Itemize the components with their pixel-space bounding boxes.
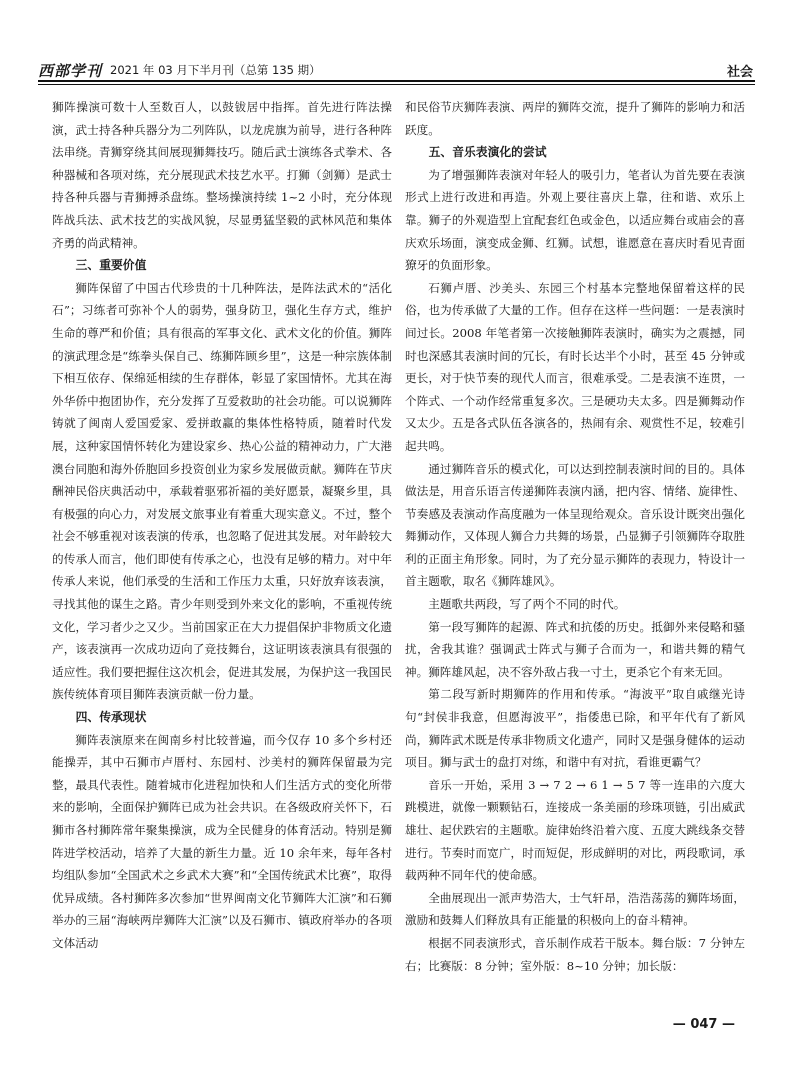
body-paragraph: 为了增强狮阵表演对年轻人的吸引力，笔者认为首先要在表演形式上进行改进和再造。外观上要往喜庆上靠，往和谐、欢乐上靠。狮子的外观造型上宜配套红色或金色，以适应舞台或庙会的喜庆欢乐场面，演变成金狮、红狮。试想，谁愿意在喜庆时看见青面獠牙的负面形象。	[405, 167, 745, 273]
section-label: 社会	[726, 65, 753, 80]
body-paragraph: 和民俗节庆狮阵表演、两岸的狮阵交流，提升了狮阵的影响力和活跃度。	[405, 100, 745, 137]
section-heading: 三、重要价值	[75, 258, 147, 273]
body-paragraph: 第一段写狮阵的起源、阵式和抗倭的历史。抵御外来侵略和骚扰，舍我其谁？强调武士阵式与狮子合而为一，和谐共舞的精气神。狮阵雄风起，决不容外敌占我一寸土，更杀它个有来无回。	[405, 619, 745, 679]
journal-masthead: 西部学刊	[38, 62, 103, 80]
body-paragraph: 通过狮阵音乐的模式化，可以达到控制表演时间的目的。具体做法是，用音乐语言传递狮阵表演内涵，把内容、情绪、旋律性、节奏感及表演动作高度融为一体呈现给观众。音乐设计既突出强化舞狮动作，又体现人狮合力共舞的场景，凸显狮子引领狮阵夺取胜利的正面主角形象。同时，为了充分显示狮阵的表现力，特设计一首主题歌，取名《狮阵雄风》。	[405, 461, 745, 589]
body-paragraph: 石狮卢厝、沙美头、东园三个村基本完整地保留着这样的民俗，也为传承做了大量的工作。但存在这样一些问题：一是表演时间过长。2008 年笔者第一次接触狮阵表演时，确实为之震撼，同时也深感其表演时间的冗长，有时长达半个小时，甚至 45 分钟或更长，对于快节奏的现代人而言，很难承受。二是表演不连贯，一个阵式、一个动作经常重复多次。三是硬功夫太多。四是狮舞动作又太少。五是各式队伍各演各的，热闹有余、观赏性不足，较难引起共鸣。	[405, 280, 745, 453]
right-column	[405, 96, 745, 1031]
header-rule-thick	[38, 80, 755, 82]
body-paragraph: 狮阵表演原来在闽南乡村比较普遍，而今仅存 10 多个乡村还能操弄，其中石狮市卢厝村、东园村、沙美村的狮阵保留最为完整，最具代表性。随着城市化进程加快和人们生活方式的变化所带来的影响，全面保护狮阵已成为社会共识。在各级政府关怀下，石狮市各村狮阵常年聚集操演，成为全民健身的体育活动。特别是狮阵进学校活动，培养了大量的新生力量。近 10 余年来，每年各村均组队参加“全国武术之乡武术大赛”和“全国传统武术比赛”，取得优异成绩。各村狮阵多次参加“世界闽南文化节狮阵大汇演”和石狮举办的三届“海峡两岸狮阵大汇演”以及石狮市、镇政府举办的各项文体活动	[52, 732, 392, 950]
body-paragraph: 全曲展现出一派声势浩大，士气轩昂，浩浩荡荡的狮阵场面，激励和鼓舞人们释放具有正能量的积极向上的奋斗精神。	[405, 890, 745, 928]
section-heading: 四、传承现状	[75, 710, 147, 725]
body-paragraph: 狮阵保留了中国古代珍贵的十几种阵法，是阵法武术的“活化石”；习练者可弥补个人的弱势，强身防卫，强化生存方式，维护生命的尊严和价值；具有很高的军事文化、武术文化的价值。狮阵的演武理念是“练拳头保自己、练狮阵顾乡里”，这是一种宗族体制下相互依存、保绵延相续的生存群体，彰显了家国情怀。尤其在海外华侨中抱团协作，充分发挥了互爱救助的社会功能。可以说狮阵铸就了闽南人爱国爱家、爱拼敢赢的集体性格特质，随着时代发展，这种家国情怀转化为建设家乡、热心公益的精神动力，广大港澳台同胞和海外侨胞回乡投资创业为家乡发展做贡献。狮阵在节庆酬神民俗庆典活动中，承载着驱邪祈福的美好愿景，凝聚乡里，具有极强的向心力，对发展文旅事业有着重大现实意义。不过，整个社会不够重视对该表演的传承，也忽略了促进其发展。对年龄较大的传承人而言，他们即使有传承之心，也没有足够的精力。对中年传承人来说，他们承受的生活和工作压力太重，只好放弃该表演，寻找其他的谋生之路。青少年则受到外来文化的影响，不重视传统文化，学习者少之又少。当前国家正在大力提倡保护非物质文化遗产，该表演再一次成功迈向了竞技舞台，这证明该表演具有很强的适应性。我们要把握住这次机会，促进其发展，为保护这一我国民族传统体育项目狮阵表演贡献一份力量。	[52, 280, 392, 702]
body-paragraph: 根据不同表演形式，音乐制作成若干版本。舞台版：7 分钟左右；比赛版：8 分钟；室外版：8~10 分钟；加长版：	[405, 935, 745, 973]
page-number: — 047 —	[672, 1017, 735, 1032]
body-paragraph: 狮阵操演可数十人至数百人，以鼓钹居中指挥。首先进行阵法操演，武士持各种兵器分为二列阵队，以龙虎旗为前导，进行各种阵法串绕。青狮穿绕其间展现狮舞技巧。随后武士演练各式拳术、各种器械和各项对练，充分展现武术技艺水平。打狮（剑狮）是武士持各种兵器与青狮搏杀盘练。整场操演持续 1~2 小时，充分体现阵战兵法、武术技艺的实战风貌，尽显勇猛坚毅的武林风范和集体齐勇的尚武精神。	[52, 100, 392, 250]
issue-info: 2021 年 03 月下半月刊（总第 135 期）	[110, 63, 321, 77]
page-header	[38, 60, 755, 80]
section-heading: 五、音乐表演化的尝试	[428, 145, 547, 160]
body-paragraph: 第二段写新时期狮阵的作用和传承。“海波平”取自戚继光诗句“封侯非我意，但愿海波平”，指倭患已除，和平年代有了新风尚，狮阵武术既是传承非物质文化遗产，同时又是强身健体的运动项目。狮与武士的盘打对练，和谐中有对抗，看谁更霸气？	[405, 687, 745, 770]
body-paragraph: 主题歌共两段，写了两个不同的时代。	[428, 597, 626, 612]
body-paragraph: 音乐一开始，采用 3 → 7 2 → 6 1 → 5 7 等一连串的六度大跳模进，就像一颗颗钻石，连接成一条美丽的珍珠项链，引出威武雄壮、起伏跌宕的主题歌。旋律始终沿着六度、五度大跳线条交替进行。节奏时而宽广，时而短促，形成鲜明的对比，两段歌词，承载两种不同年代的使命感。	[405, 777, 745, 883]
left-column	[52, 96, 392, 1031]
header-rule-thin	[38, 84, 755, 85]
